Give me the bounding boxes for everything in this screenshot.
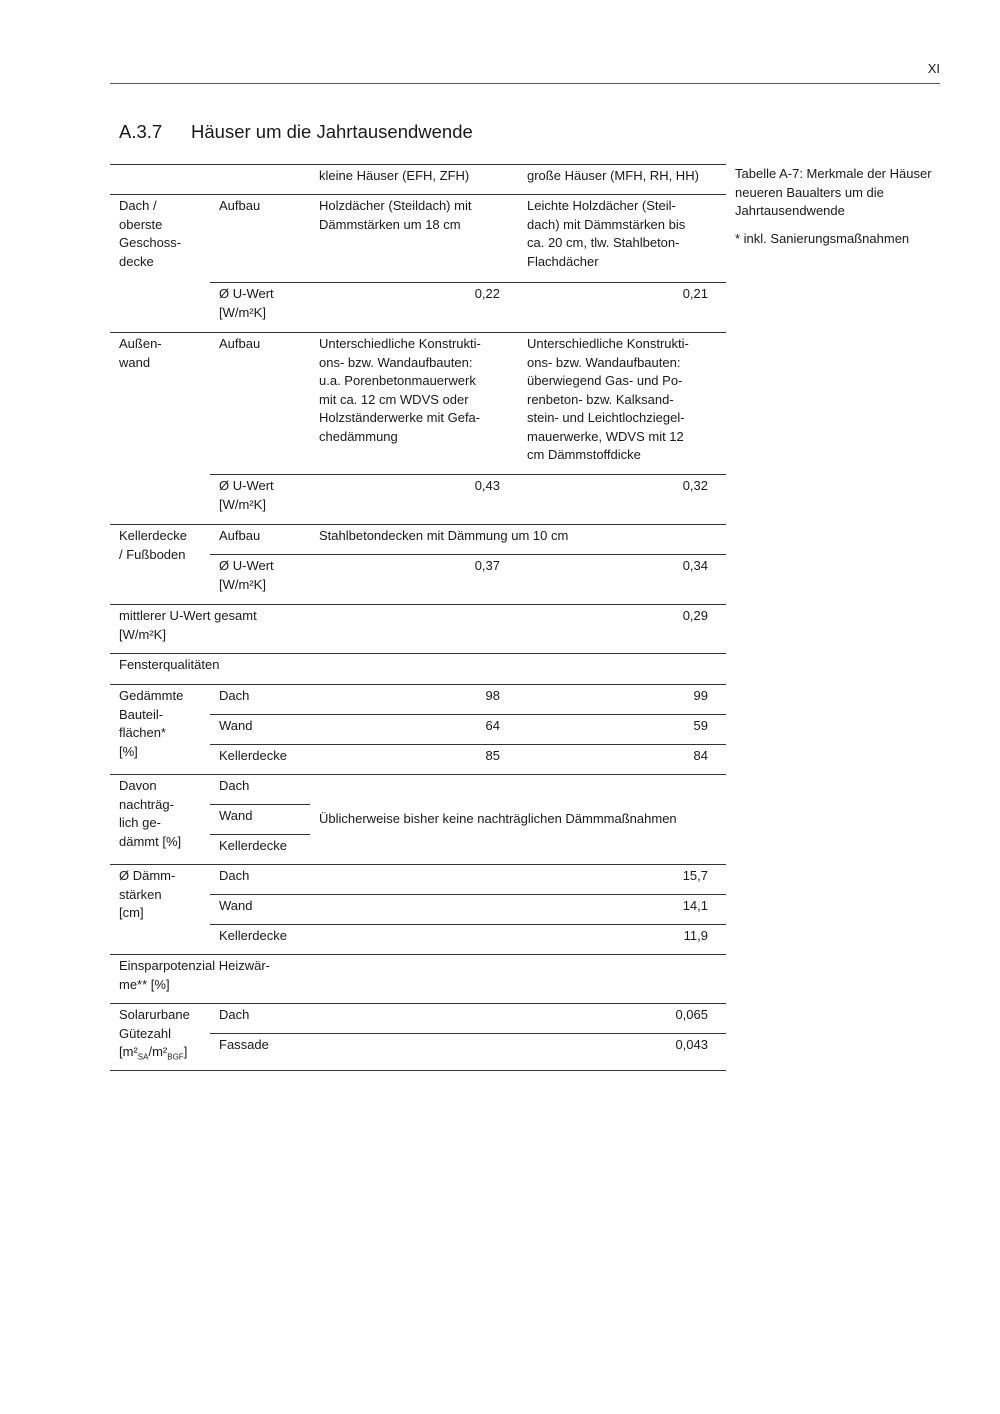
daemm-label: Ø Dämm- stärken [cm] [110,865,210,955]
gedaemmt-row-label: Kellerdecke [210,745,310,775]
einspar-label: Einsparpotenzial Heizwär- me** [%] [110,955,726,1004]
gedaemmt-label: Gedämmte Bauteil- flächen* [%] [110,685,210,775]
keller-u-small: 0,37 [310,555,518,605]
table-row [110,1004,726,1034]
header-large-houses: große Häuser (MFH, RH, HH) [518,165,726,195]
davon-row-label: Dach [210,775,310,805]
header-rule [110,83,940,84]
solar-label [110,1004,210,1071]
dach-u-small: 0,22 [310,283,518,333]
davon-label: Davon nachträg- lich ge- dämmt [%] [110,775,210,865]
table-row [110,955,726,1004]
davon-row-label: Kellerdecke [210,835,310,865]
dach-aufbau-label: Aufbau [210,195,310,283]
gedaemmt-large: 99 [518,685,726,715]
wand-aufbau-large: Unterschiedliche Konstrukti- ons- bzw. Wandaufbauten: überwiegend Gas- und Po- renbeton- bzw. Kalksand- stein- und Leichtlochziegel- mauerwerke, WDVS mit 12 cm Dämmstoffdicke [518,333,726,475]
keller-u-label: Ø U-Wert [W/m²K] [210,555,310,605]
table-row [110,605,726,654]
table-row [110,775,726,805]
header-small-houses: kleine Häuser (EFH, ZFH) [310,165,518,195]
solar-value: 0,065 [518,1004,726,1034]
dach-label: Dach / oberste Geschoss- decke [110,195,210,333]
table-header-row [110,165,726,195]
solar-row-label: Fassade [210,1034,310,1071]
table-row [110,685,726,715]
table-row [110,333,726,475]
solar-unit-open: [m² [119,1044,138,1059]
solar-value: 0,043 [518,1034,726,1071]
solar-unit-mid: /m² [148,1044,168,1059]
table-row [110,525,726,555]
dach-u-label: Ø U-Wert [W/m²K] [210,283,310,333]
keller-label: Kellerdecke / Fußboden [110,525,210,605]
solar-unit-sub-sa: SA [137,1052,149,1062]
section-number: A.3.7 [119,121,163,142]
caption-title: Tabelle A-7: Merkmale der Häuser neueren Baualters um die Jahrtausendwende [735,166,932,218]
davon-row-label: Wand [210,805,310,835]
section-heading [119,121,473,143]
dach-aufbau-large: Leichte Holzdächer (Steil- dach) mit Dämmstärken bis ca. 20 cm, tlw. Stahlbeton- Flachdächer [518,195,726,283]
gedaemmt-large: 84 [518,745,726,775]
table-row [110,654,726,685]
daemm-row-label: Kellerdecke [210,925,310,955]
gedaemmt-large: 59 [518,715,726,745]
keller-u-large: 0,34 [518,555,726,605]
gedaemmt-small: 98 [310,685,518,715]
daemm-row-label: Dach [210,865,310,895]
solar-label-text: Solarurbane Gütezahl [119,1007,190,1041]
wand-label: Außen- wand [110,333,210,525]
table-row [110,865,726,895]
keller-aufbau-value: Stahlbetondecken mit Dämmung um 10 cm [310,525,726,555]
page-number: XI [927,61,940,76]
gedaemmt-small: 64 [310,715,518,745]
wand-aufbau-small: Unterschiedliche Konstrukti- ons- bzw. Wandaufbauten: u.a. Porenbetonmauerwerk mit ca. 12 cm WDVS oder Holzständerwerke mit Gefa- chedämmung [310,333,518,475]
daemm-value: 14,1 [518,895,726,925]
solar-unit-close: ] [183,1044,188,1059]
dach-aufbau-small: Holzdächer (Steildach) mit Dämmstärken um 18 cm [310,195,518,283]
caption-note: * inkl. Sanierungsmaßnahmen [735,230,910,246]
mittlerer-u-label: mittlerer U-Wert gesamt [W/m²K] [110,605,518,654]
daemm-value: 11,9 [518,925,726,955]
gedaemmt-row-label: Dach [210,685,310,715]
solar-row-label: Dach [210,1004,310,1034]
davon-note: Üblicherweise bisher keine nachträglichen Dämmmaßnahmen [310,775,726,865]
dach-u-large: 0,21 [518,283,726,333]
table-caption [735,165,935,248]
solar-unit-sub-bgf: BGF [167,1052,184,1062]
section-title: Häuser um die Jahrtausendwende [191,121,473,142]
keller-aufbau-label: Aufbau [210,525,310,555]
wand-u-large: 0,32 [518,475,726,525]
wand-u-label: Ø U-Wert [W/m²K] [210,475,310,525]
gedaemmt-small: 85 [310,745,518,775]
wand-u-small: 0,43 [310,475,518,525]
table-row [110,195,726,283]
characteristics-table [110,164,726,1071]
mittlerer-u-value: 0,29 [518,605,726,654]
daemm-row-label: Wand [210,895,310,925]
daemm-value: 15,7 [518,865,726,895]
gedaemmt-row-label: Wand [210,715,310,745]
fenster-label: Fensterqualitäten [110,654,726,685]
wand-aufbau-label: Aufbau [210,333,310,475]
